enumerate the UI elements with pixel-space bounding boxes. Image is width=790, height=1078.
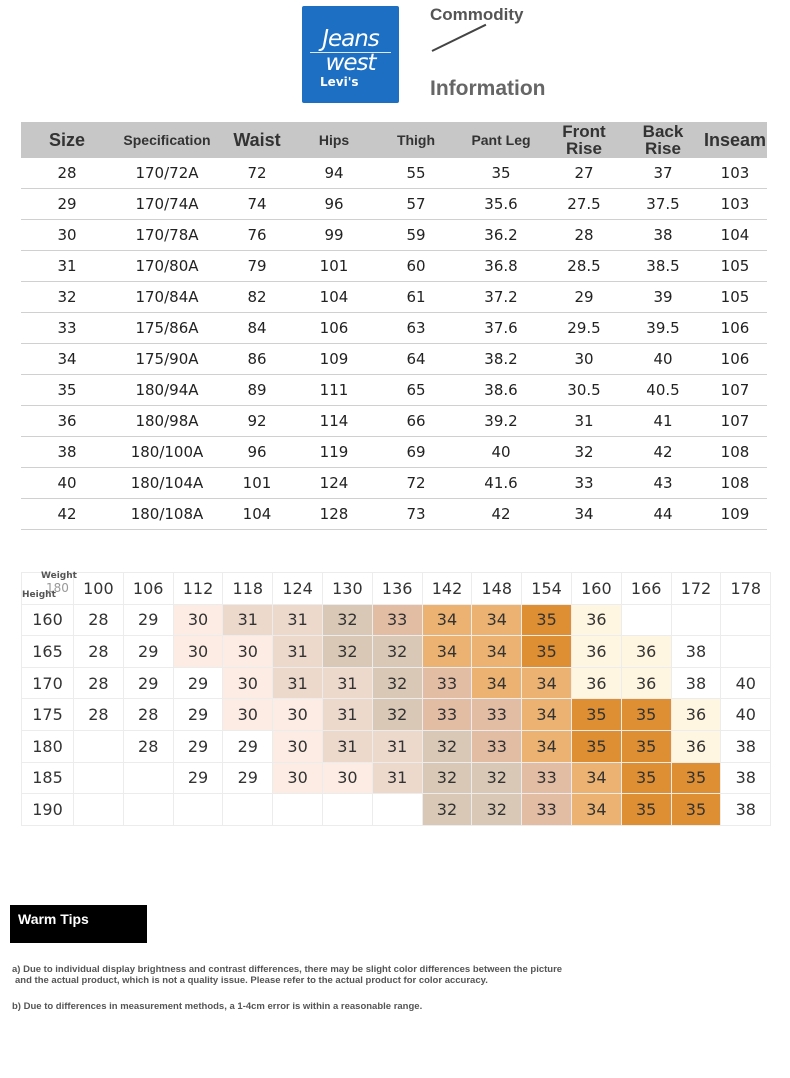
table-cell: 103 <box>703 189 767 220</box>
table-cell: 96 <box>221 437 293 468</box>
grid-size-cell: 30 <box>173 604 223 636</box>
table-cell: 29 <box>21 189 113 220</box>
table-cell: 31 <box>545 406 623 437</box>
header-inseam: Inseam <box>703 122 767 158</box>
table-cell: 94 <box>293 158 375 189</box>
table-cell: 27.5 <box>545 189 623 220</box>
table-row <box>21 437 767 468</box>
table-cell: 64 <box>375 344 457 375</box>
grid-size-cell <box>621 604 671 636</box>
table-cell: 66 <box>375 406 457 437</box>
weight-axis-label: Weight <box>41 571 77 581</box>
heading-commodity: Commodity <box>430 5 524 24</box>
table-cell: 108 <box>703 468 767 499</box>
grid-size-cell: 38 <box>671 636 721 668</box>
grid-size-cell: 35 <box>621 794 671 826</box>
header-specification: Specification <box>113 122 221 158</box>
grid-size-cell <box>173 794 223 826</box>
height-header-cell: 175 <box>22 699 74 731</box>
weight-header-cell: 130 <box>322 573 372 605</box>
table-cell: 180/100A <box>113 437 221 468</box>
table-cell: 65 <box>375 375 457 406</box>
grid-size-cell: 28 <box>123 699 173 731</box>
table-cell: 41.6 <box>457 468 545 499</box>
grid-size-cell: 29 <box>223 762 273 794</box>
weight-header-cell: 178 <box>721 573 771 605</box>
table-cell: 111 <box>293 375 375 406</box>
grid-size-cell: 31 <box>273 667 323 699</box>
grid-size-cell: 32 <box>422 730 472 762</box>
grid-size-cell: 29 <box>173 762 223 794</box>
brand-logo <box>302 6 399 103</box>
grid-size-cell: 34 <box>422 604 472 636</box>
grid-size-cell: 30 <box>223 667 273 699</box>
grid-row <box>22 794 771 826</box>
table-cell: 34 <box>21 344 113 375</box>
grid-size-cell: 34 <box>571 794 621 826</box>
height-weight-size-grid <box>21 572 771 826</box>
table-cell: 107 <box>703 406 767 437</box>
table-cell: 170/80A <box>113 251 221 282</box>
note-a-line1: a) Due to individual display brightness and contrast differences, there may be slight color differences between the picture <box>12 964 563 975</box>
table-cell: 32 <box>545 437 623 468</box>
table-cell: 35 <box>21 375 113 406</box>
table-cell: 30 <box>545 344 623 375</box>
grid-size-cell <box>671 604 721 636</box>
table-cell: 60 <box>375 251 457 282</box>
grid-size-cell: 29 <box>123 636 173 668</box>
grid-size-cell: 35 <box>571 699 621 731</box>
table-cell: 35.6 <box>457 189 545 220</box>
grid-size-cell <box>273 794 323 826</box>
table-row <box>21 282 767 313</box>
grid-size-cell: 30 <box>273 699 323 731</box>
grid-size-cell: 36 <box>571 636 621 668</box>
note-a-line2: and the actual product, which is not a quality issue. Please refer to the actual product for color accuracy. <box>15 975 488 986</box>
grid-size-cell <box>223 794 273 826</box>
table-cell: 104 <box>221 499 293 530</box>
table-cell: 101 <box>293 251 375 282</box>
table-cell: 59 <box>375 220 457 251</box>
height-header-cell: 160 <box>22 604 74 636</box>
table-row <box>21 189 767 220</box>
table-cell: 128 <box>293 499 375 530</box>
weight-header-cell: 166 <box>621 573 671 605</box>
grid-size-cell: 36 <box>621 636 671 668</box>
grid-size-cell <box>74 794 124 826</box>
table-cell: 31 <box>21 251 113 282</box>
table-cell: 40 <box>21 468 113 499</box>
weight-header-cell: 100 <box>74 573 124 605</box>
header-size: Size <box>21 122 113 158</box>
table-row <box>21 344 767 375</box>
table-cell: 27 <box>545 158 623 189</box>
grid-size-cell: 36 <box>671 730 721 762</box>
table-cell: 170/78A <box>113 220 221 251</box>
table-cell: 170/74A <box>113 189 221 220</box>
table-cell: 39 <box>623 282 703 313</box>
height-header-cell: 185 <box>22 762 74 794</box>
table-cell: 63 <box>375 313 457 344</box>
grid-size-cell: 31 <box>273 636 323 668</box>
weight-header-cell: 118 <box>223 573 273 605</box>
table-row <box>21 499 767 530</box>
logo-text-levis: Levi's <box>320 75 359 89</box>
table-cell: 40.5 <box>623 375 703 406</box>
weight-header-cell: 154 <box>522 573 572 605</box>
table-cell: 38 <box>623 220 703 251</box>
grid-size-cell: 33 <box>422 699 472 731</box>
grid-size-cell: 28 <box>74 699 124 731</box>
grid-size-cell: 34 <box>522 699 572 731</box>
table-cell: 96 <box>293 189 375 220</box>
grid-size-cell: 29 <box>123 604 173 636</box>
table-row <box>21 468 767 499</box>
grid-size-cell: 34 <box>571 762 621 794</box>
header-thigh: Thigh <box>375 122 457 158</box>
grid-size-cell: 36 <box>671 699 721 731</box>
grid-size-cell: 32 <box>372 636 422 668</box>
table-cell: 36.8 <box>457 251 545 282</box>
table-cell: 180/94A <box>113 375 221 406</box>
table-cell: 34 <box>545 499 623 530</box>
note-b: b) Due to differences in measurement methods, a 1-4cm error is within a reasonable range. <box>12 1001 423 1012</box>
grid-size-cell: 34 <box>522 730 572 762</box>
grid-size-cell: 31 <box>223 604 273 636</box>
table-cell: 124 <box>293 468 375 499</box>
grid-size-cell: 30 <box>223 699 273 731</box>
table-cell: 104 <box>703 220 767 251</box>
grid-size-cell: 31 <box>273 604 323 636</box>
table-cell: 106 <box>703 313 767 344</box>
grid-size-cell: 32 <box>422 794 472 826</box>
table-cell: 119 <box>293 437 375 468</box>
grid-size-cell: 29 <box>123 667 173 699</box>
size-table-header <box>21 122 767 158</box>
weight-header-cell: 112 <box>173 573 223 605</box>
grid-size-cell: 28 <box>123 730 173 762</box>
table-cell: 84 <box>221 313 293 344</box>
grid-row <box>22 604 771 636</box>
grid-size-cell: 33 <box>472 699 522 731</box>
grid-size-cell <box>721 604 771 636</box>
grid-weight-row <box>22 573 771 605</box>
grid-size-cell: 31 <box>322 730 372 762</box>
table-cell: 44 <box>623 499 703 530</box>
table-cell: 175/86A <box>113 313 221 344</box>
weight-header-cell: 124 <box>273 573 323 605</box>
table-row <box>21 313 767 344</box>
grid-size-cell: 33 <box>472 730 522 762</box>
grid-size-cell <box>372 794 422 826</box>
grid-size-cell: 38 <box>721 762 771 794</box>
table-cell: 41 <box>623 406 703 437</box>
table-cell: 61 <box>375 282 457 313</box>
grid-size-cell: 30 <box>273 730 323 762</box>
grid-size-cell: 33 <box>522 794 572 826</box>
table-cell: 106 <box>293 313 375 344</box>
heading-slash-divider <box>432 24 487 52</box>
size-measurement-table <box>21 122 767 530</box>
grid-size-cell: 36 <box>621 667 671 699</box>
grid-size-cell: 35 <box>621 762 671 794</box>
height-header-cell: 180 <box>22 730 74 762</box>
grid-size-cell: 31 <box>372 730 422 762</box>
weight-header-cell: 142 <box>422 573 472 605</box>
grid-size-cell: 29 <box>223 730 273 762</box>
table-cell: 109 <box>703 499 767 530</box>
table-cell: 42 <box>21 499 113 530</box>
table-cell: 79 <box>221 251 293 282</box>
grid-size-cell: 35 <box>522 636 572 668</box>
grid-size-cell <box>721 636 771 668</box>
weight-header-cell: 148 <box>472 573 522 605</box>
height-header-cell: 170 <box>22 667 74 699</box>
grid-size-cell: 36 <box>571 604 621 636</box>
table-cell: 37.5 <box>623 189 703 220</box>
grid-size-cell: 35 <box>621 730 671 762</box>
height-header-cell: 165 <box>22 636 74 668</box>
header-back-rise: Back Rise <box>623 122 703 158</box>
table-cell: 39.2 <box>457 406 545 437</box>
grid-size-cell: 38 <box>721 794 771 826</box>
table-cell: 69 <box>375 437 457 468</box>
grid-size-cell: 35 <box>671 762 721 794</box>
grid-size-cell: 30 <box>322 762 372 794</box>
grid-size-cell: 34 <box>472 636 522 668</box>
weight-header-cell: 106 <box>123 573 173 605</box>
table-cell: 103 <box>703 158 767 189</box>
grid-size-cell: 32 <box>372 667 422 699</box>
header-waist: Waist <box>221 122 293 158</box>
grid-size-cell: 35 <box>571 730 621 762</box>
table-cell: 37.2 <box>457 282 545 313</box>
table-row <box>21 220 767 251</box>
grid-size-cell: 30 <box>223 636 273 668</box>
grid-size-cell: 40 <box>721 667 771 699</box>
table-cell: 86 <box>221 344 293 375</box>
table-cell: 28 <box>21 158 113 189</box>
table-cell: 114 <box>293 406 375 437</box>
table-cell: 104 <box>293 282 375 313</box>
grid-row <box>22 762 771 794</box>
grid-size-cell: 33 <box>522 762 572 794</box>
table-cell: 92 <box>221 406 293 437</box>
table-cell: 108 <box>703 437 767 468</box>
grid-size-cell: 30 <box>273 762 323 794</box>
grid-size-cell: 34 <box>422 636 472 668</box>
grid-size-cell: 28 <box>74 636 124 668</box>
grid-corner-value: 180 <box>46 581 69 595</box>
table-cell: 99 <box>293 220 375 251</box>
table-cell: 38.5 <box>623 251 703 282</box>
warm-tips-banner <box>10 905 147 943</box>
table-cell: 107 <box>703 375 767 406</box>
table-cell: 180/104A <box>113 468 221 499</box>
table-row <box>21 406 767 437</box>
table-cell: 105 <box>703 282 767 313</box>
table-cell: 39.5 <box>623 313 703 344</box>
logo-text-west: west <box>325 50 376 76</box>
grid-size-cell: 29 <box>173 699 223 731</box>
table-cell: 28.5 <box>545 251 623 282</box>
grid-size-cell <box>74 730 124 762</box>
grid-size-cell: 34 <box>472 604 522 636</box>
grid-size-cell <box>322 794 372 826</box>
table-cell: 73 <box>375 499 457 530</box>
table-cell: 55 <box>375 158 457 189</box>
table-cell: 82 <box>221 282 293 313</box>
grid-size-cell: 30 <box>173 636 223 668</box>
grid-size-cell <box>123 762 173 794</box>
table-cell: 180/98A <box>113 406 221 437</box>
table-cell: 109 <box>293 344 375 375</box>
table-cell: 89 <box>221 375 293 406</box>
table-cell: 35 <box>457 158 545 189</box>
table-cell: 30.5 <box>545 375 623 406</box>
table-cell: 40 <box>623 344 703 375</box>
grid-size-cell: 31 <box>322 699 372 731</box>
grid-size-cell: 28 <box>74 667 124 699</box>
table-cell: 33 <box>21 313 113 344</box>
table-cell: 33 <box>545 468 623 499</box>
grid-size-cell: 33 <box>372 604 422 636</box>
grid-size-cell: 32 <box>372 699 422 731</box>
table-cell: 38.2 <box>457 344 545 375</box>
grid-size-cell: 32 <box>322 604 372 636</box>
height-header-cell: 190 <box>22 794 74 826</box>
grid-row <box>22 699 771 731</box>
warm-tips-title: Warm Tips <box>18 911 89 927</box>
table-cell: 30 <box>21 220 113 251</box>
grid-size-cell: 32 <box>472 794 522 826</box>
table-cell: 37 <box>623 158 703 189</box>
weight-header-cell: 172 <box>671 573 721 605</box>
table-cell: 36.2 <box>457 220 545 251</box>
table-cell: 40 <box>457 437 545 468</box>
grid-size-cell: 29 <box>173 667 223 699</box>
table-cell: 42 <box>623 437 703 468</box>
table-cell: 76 <box>221 220 293 251</box>
grid-size-cell: 34 <box>472 667 522 699</box>
table-cell: 175/90A <box>113 344 221 375</box>
grid-size-cell: 38 <box>671 667 721 699</box>
grid-size-cell: 29 <box>173 730 223 762</box>
logo-text-jeans: Jeans <box>322 26 379 52</box>
grid-size-cell: 38 <box>721 730 771 762</box>
grid-size-cell: 28 <box>74 604 124 636</box>
grid-row <box>22 730 771 762</box>
table-row <box>21 375 767 406</box>
table-cell: 170/72A <box>113 158 221 189</box>
grid-row <box>22 667 771 699</box>
grid-size-cell: 32 <box>422 762 472 794</box>
heading-information: Information <box>430 77 546 100</box>
table-cell: 106 <box>703 344 767 375</box>
grid-corner <box>22 571 77 605</box>
grid-size-cell: 34 <box>522 667 572 699</box>
grid-size-cell: 35 <box>522 604 572 636</box>
grid-size-cell <box>123 794 173 826</box>
table-cell: 29.5 <box>545 313 623 344</box>
grid-size-cell: 32 <box>322 636 372 668</box>
grid-size-cell: 31 <box>372 762 422 794</box>
grid-row <box>22 636 771 668</box>
height-axis-label: Height <box>22 590 56 600</box>
table-cell: 42 <box>457 499 545 530</box>
table-cell: 180/108A <box>113 499 221 530</box>
table-row <box>21 158 767 189</box>
table-cell: 29 <box>545 282 623 313</box>
table-cell: 37.6 <box>457 313 545 344</box>
table-cell: 57 <box>375 189 457 220</box>
header-pant-leg: Pant Leg <box>457 122 545 158</box>
table-cell: 105 <box>703 251 767 282</box>
grid-size-cell: 40 <box>721 699 771 731</box>
table-cell: 43 <box>623 468 703 499</box>
table-cell: 72 <box>221 158 293 189</box>
table-cell: 101 <box>221 468 293 499</box>
table-cell: 28 <box>545 220 623 251</box>
table-cell: 74 <box>221 189 293 220</box>
table-cell: 36 <box>21 406 113 437</box>
table-cell: 170/84A <box>113 282 221 313</box>
grid-size-cell: 35 <box>671 794 721 826</box>
grid-size-cell: 36 <box>571 667 621 699</box>
table-cell: 72 <box>375 468 457 499</box>
grid-size-cell: 33 <box>422 667 472 699</box>
table-cell: 32 <box>21 282 113 313</box>
table-cell: 38.6 <box>457 375 545 406</box>
table-cell: 38 <box>21 437 113 468</box>
header-front-rise: Front Rise <box>545 122 623 158</box>
grid-size-cell: 31 <box>322 667 372 699</box>
grid-size-cell <box>74 762 124 794</box>
header-hips: Hips <box>293 122 375 158</box>
grid-size-cell: 32 <box>472 762 522 794</box>
weight-header-cell: 136 <box>372 573 422 605</box>
grid-size-cell: 35 <box>621 699 671 731</box>
table-row <box>21 251 767 282</box>
weight-header-cell: 160 <box>571 573 621 605</box>
